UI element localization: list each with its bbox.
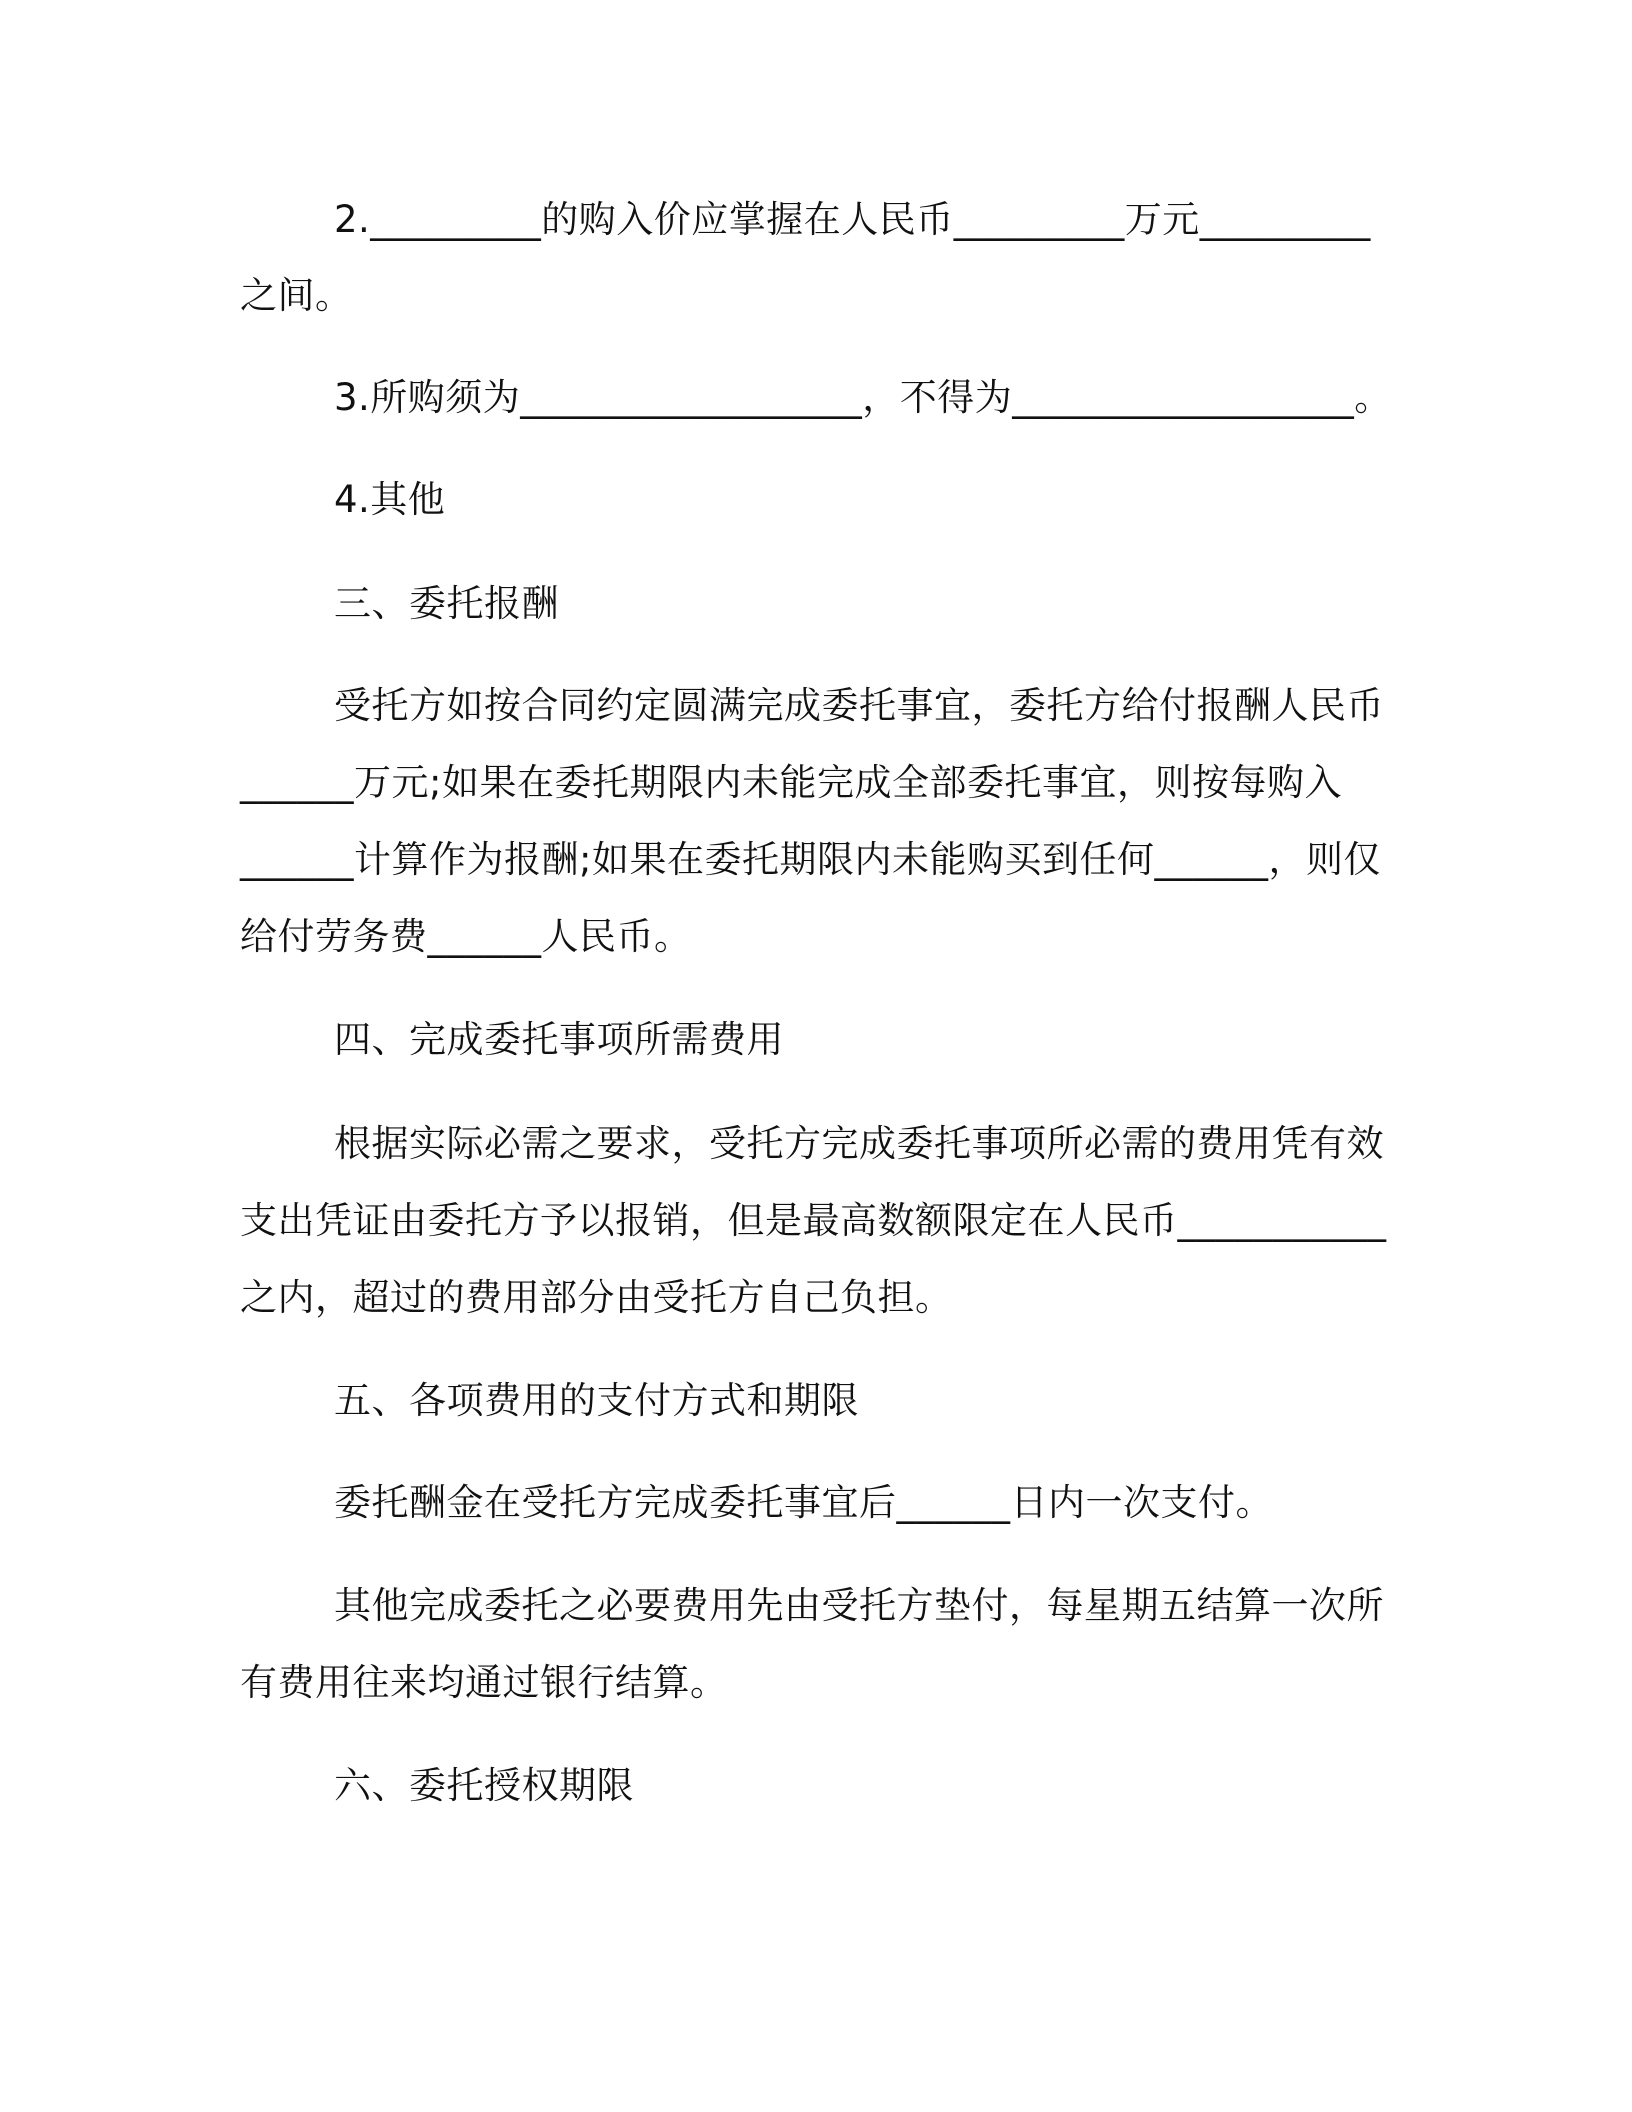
paragraph-payment-2-line-1: 其他完成委托之必要费用先由受托方垫付，每星期五结算一次所 bbox=[334, 1584, 1384, 1627]
paragraph-remuneration-line-1: 受托方如按合同约定圆满完成委托事宜，委托方给付报酬人民币 bbox=[334, 684, 1384, 727]
paragraph-payment-1: 委托酬金在受托方完成委托事宜后______日内一次支付。 bbox=[334, 1481, 1273, 1524]
paragraph-remuneration-line-4: 给付劳务费______人民币。 bbox=[240, 915, 692, 958]
section-heading-5: 五、各项费用的支付方式和期限 bbox=[334, 1379, 859, 1422]
clause-4: 4.其他 bbox=[334, 478, 446, 521]
clause-3: 3.所购须为__________________，不得为__________________。 bbox=[334, 376, 1392, 419]
paragraph-remuneration-line-3: ______计算作为报酬;如果在委托期限内未能购买到任何______，则仅 bbox=[240, 838, 1381, 881]
paragraph-expenses-line-3: 之内，超过的费用部分由受托方自己负担。 bbox=[240, 1276, 953, 1319]
paragraph-expenses-line-2: 支出凭证由委托方予以报销，但是最高数额限定在人民币___________ bbox=[240, 1199, 1387, 1242]
paragraph-remuneration-line-2: ______万元;如果在委托期限内未能完成全部委托事宜，则按每购入 bbox=[240, 761, 1342, 804]
clause-2-line-2: 之间。 bbox=[240, 274, 353, 317]
paragraph-payment-2-line-2: 有费用往来均通过银行结算。 bbox=[240, 1661, 728, 1704]
paragraph-expenses-line-1: 根据实际必需之要求，受托方完成委托事项所必需的费用凭有效 bbox=[334, 1122, 1384, 1165]
section-heading-6: 六、委托授权期限 bbox=[334, 1764, 634, 1807]
section-heading-4: 四、完成委托事项所需费用 bbox=[334, 1018, 784, 1061]
clause-2-line-1: 2._________的购入价应掌握在人民币_________万元_________ bbox=[334, 198, 1371, 241]
section-heading-3: 三、委托报酬 bbox=[334, 582, 559, 625]
